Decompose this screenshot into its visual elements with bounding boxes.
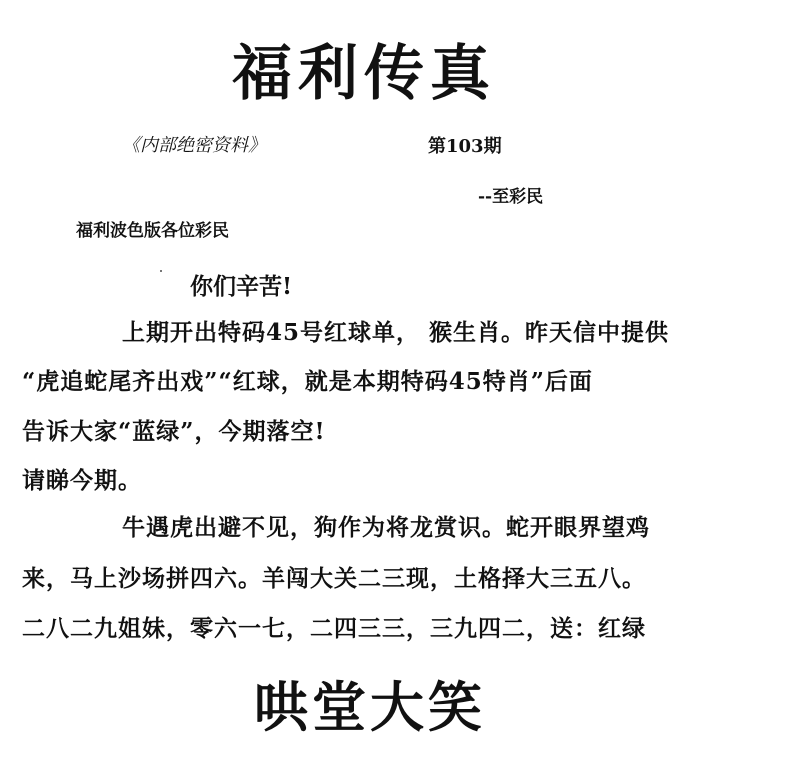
document-title: 福利传真 [232,39,496,109]
document-subtitle: 《内部绝密资料》 [122,135,266,156]
body-line-3: 告诉大家“蓝绿”，今期落空! [22,418,326,445]
body-line-6: 来，马上沙场拼四六。羊闯大关二三现，土格择大三五八。 [22,565,646,592]
body-line-1: 上期开出特码45号红球单， 猴生肖。昨天信中提供 [122,319,670,346]
recipient-line: 福利波色版各位彩民 [76,221,229,241]
footer-title: 哄堂大笑 [254,675,486,739]
sender-line: --至彩民 [478,187,544,207]
body-line-7: 二八二九姐妹，零六一七，二四三三，三九四二，送：红绿 [22,615,646,642]
issue-number: 第103期 [428,136,502,157]
body-line-2: “虎追蛇尾齐出戏”“红球，就是本期特码45特肖”后面 [22,368,593,395]
body-line-5: 牛遇虎出避不见，狗作为将龙赏识。蛇开眼界望鸡 [122,514,650,541]
greeting: 你们辛苦! [190,273,293,300]
body-line-4: 请睇今期。 [22,467,142,494]
stray-dot [160,270,162,272]
